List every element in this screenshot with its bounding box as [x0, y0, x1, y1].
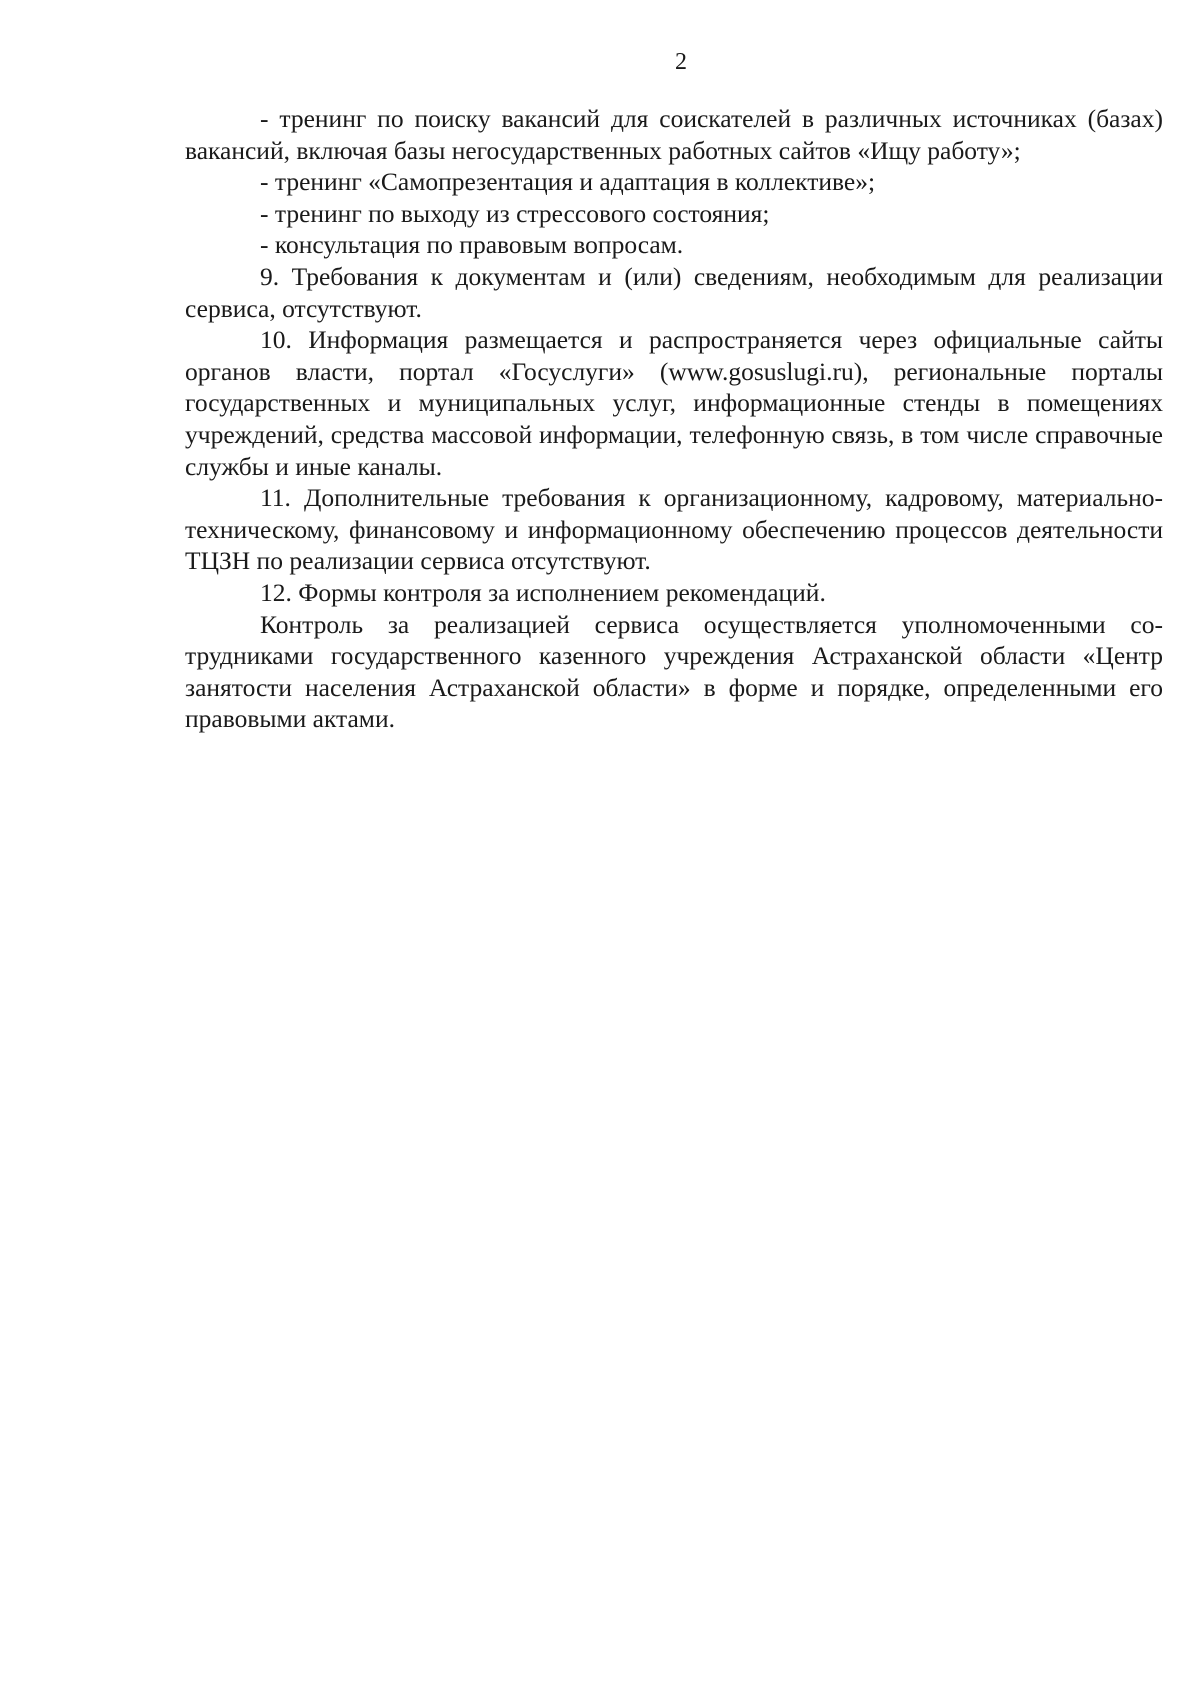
- paragraph-legal-consultation: - консультация по правовым вопросам.: [260, 230, 684, 260]
- paragraph-item-10: 10. Информация размещается и распространяется через официальные сайты органов власти, портал «Госуслуги» (www.gosuslugi.ru), региональные порталы государственных и муниципальных услуг, информационные стенды в помещениях учреждений, средства массовой информации, телефонную связь, в том числе справочные службы и иные каналы.: [185, 325, 1163, 481]
- paragraph-item-11: 11. Дополнительные требования к организационному, кадровому, материально-техническому, финансовому и информационному обеспечению процессов деятельности ТЦЗН по реализации сервиса отсутствуют.: [185, 483, 1163, 576]
- page-number: 2: [675, 49, 687, 75]
- paragraph-training-stress: - тренинг по выходу из стрессового состояния;: [260, 198, 770, 228]
- paragraph-training-vacancy-search: - тренинг по поиску вакансий для соискателей в различных источниках (базах) вакансий, включая базы негосударственных работных сайтов «Ищу работу»;: [185, 104, 1163, 165]
- paragraph-item-12: 12. Формы контроля за исполнением рекомендаций.: [260, 577, 826, 607]
- document-body: [185, 103, 1163, 735]
- paragraph-training-self-presentation: - тренинг «Самопрезентация и адаптация в коллективе»;: [260, 167, 876, 197]
- paragraph-item-9: 9. Требования к документам и (или) сведениям, необходимым для реализации сервиса, отсутствуют.: [185, 261, 1163, 323]
- paragraph-control: Контроль за реализацией сервиса осуществляется уполномоченными сотрудниками государственного казенного учреждения Астраханской области «Центр занятости населения Астраханской области» в форме и порядке, определенными его правовыми актами.: [185, 609, 1163, 734]
